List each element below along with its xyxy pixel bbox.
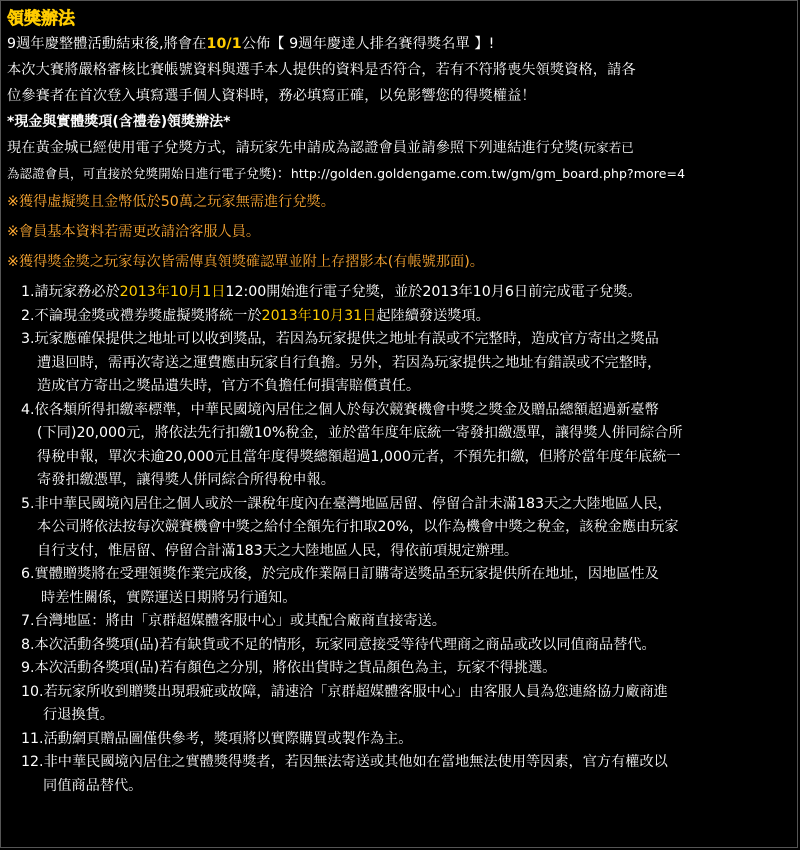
- list-item: [21, 563, 793, 610]
- redeem-line-2: [7, 161, 793, 187]
- item-text: 遭退回時，需再次寄送之運費應由玩家自行負擔。另外，若因為玩家提供之地址有錯誤或不完整時，: [37, 354, 662, 371]
- section-subheading: *現金與實體獎項(含禮卷)領獎辦法*: [7, 114, 231, 130]
- redeem-link[interactable]: http://golden.goldengame.com.tw/gm/gm_board.php?more=4: [290, 166, 686, 181]
- list-item: [21, 281, 793, 305]
- list-item: [21, 328, 793, 399]
- intro-line-1: [7, 31, 793, 57]
- item-text: 1.請玩家務必於: [21, 284, 120, 300]
- item-text: 4.依各類所得扣繳率標準，中華民國境內居住之個人於每次競賽機會中獎之獎金及贈品總額超過新臺幣: [21, 401, 659, 418]
- item-text: 造成官方寄出之獎品遺失時，官方不負擔任何損害賠償責任。: [37, 378, 421, 394]
- intro-text-2: 公佈【 9週年慶達人排名賽得獎名單 】!: [241, 36, 495, 52]
- item-text: 本公司將依法按每次競賽機會中獎之給付全額先行扣取20%，以作為機會中獎之稅金，該稅金應由玩家: [37, 519, 679, 535]
- item-text: 起陸續發送獎項。: [376, 307, 490, 324]
- intro-text: 9週年慶整體活動結束後,將會在: [7, 36, 207, 52]
- notice-1: ※獲得虛擬獎且金幣低於50萬之玩家無需進行兌獎。: [7, 194, 335, 210]
- item-text: 5.非中華民國境內居住之個人或於一課稅年度內在臺灣地區居留、停留合計未滿183天之大陸地區人民，: [21, 495, 672, 512]
- item-text: 自行支付，惟居留、停留合計滿183天之大陸地區人民，得依前項規定辦理。: [37, 542, 519, 559]
- redeem-line-1: [7, 135, 793, 161]
- redeem-note: (玩家若已: [578, 140, 634, 155]
- intro-line-2: 本次大賽將嚴格審核比賽帳號資料與選手本人提供的資料是否符合，若有不符將喪失領獎資格，請各: [7, 62, 636, 78]
- rules-list: [7, 281, 793, 798]
- item-date: 2013年10月31日: [261, 307, 377, 324]
- item-text: 6.實體贈獎將在受理領獎作業完成後，於完成作業隔日訂購寄送獎品至玩家提供所在地址，因地區性及: [21, 566, 659, 582]
- item-text: 2.不論現金獎或禮券獎虛擬獎將統一於: [21, 307, 262, 324]
- item-text: 3.玩家應確保提供之地址可以收到獎品，若因為玩家提供之地址有誤或不完整時，造成官方寄出之獎品: [21, 331, 659, 347]
- notice-3: ※獲得獎金獎之玩家每次皆需傳真領獎確認單並附上存摺影本(有帳號那面)。: [7, 254, 484, 270]
- item-text: 得稅申報，單次未逾20,000元且當年度得獎總額超過1,000元者，不預先扣繳，但將於當年度年底統一: [37, 448, 681, 465]
- announce-date: 10/1: [206, 36, 242, 52]
- redeem-text: 現在黃金城已經使用電子兌獎方式，請玩家先申請成為認證會員並請參照下列連結進行兌獎: [7, 140, 579, 156]
- list-item: 11.活動網頁贈品圖僅供參考，獎項將以實際購買或製作為主。: [21, 730, 413, 747]
- list-item: 8.本次活動各獎項(品)若有缺貨或不足的情形，玩家同意接受等待代理商之商品或改以同值商品替代。: [21, 636, 656, 653]
- item-text: 寄發扣繳憑單，讓得獎人併同綜合所得稅申報。: [37, 472, 335, 488]
- list-item: [21, 493, 793, 564]
- list-item: [21, 751, 793, 798]
- list-item: 7.台灣地區：將由「京群超媒體客服中心」或其配合廠商直接寄送。: [21, 613, 446, 629]
- item-text: 12:00開始進行電子兌獎，並於2013年10月6日前完成電子兌獎。: [225, 284, 642, 300]
- item-text: (下同)20,000元，將依法先行扣繳10%稅金，並於當年度年底統一寄發扣繳憑單，讓得獎人併同綜合所: [37, 425, 683, 441]
- item-text: 同值商品替代。: [43, 777, 143, 794]
- list-item: 9.本次活動各獎項(品)若有顏色之分別，將依出貨時之貨品顏色為主，玩家不得挑選。: [21, 660, 557, 676]
- item-text: 行退換貨。: [43, 707, 114, 723]
- redeem-colon: ：: [276, 166, 291, 182]
- notice-2: ※會員基本資料若需更改請洽客服人員。: [7, 224, 261, 240]
- redeem-note-2: 為認證會員，可直接於兌獎開始日進行電子兌獎): [7, 166, 277, 181]
- list-item: [21, 305, 793, 329]
- item-date: 2013年10月1日: [119, 284, 226, 300]
- list-item: [21, 399, 793, 493]
- item-text: 10.若玩家所收到贈獎出現瑕疵或故障，請速洽「京群超媒體客服中心」由客服人員為您連絡協力廠商進: [21, 683, 668, 700]
- page-title: 領獎辦法: [7, 9, 75, 29]
- item-text: 時差性關係，實際運送日期將另行通知。: [41, 589, 297, 606]
- intro-line-3: 位參賽者在首次登入填寫選手個人資料時，務必填寫正確，以免影響您的得獎權益！: [7, 88, 536, 104]
- list-item: [21, 681, 793, 728]
- item-text: 12.非中華民國境內居住之實體獎得獎者，若因無法寄送或其他如在當地無法使用等因素，官方有權改以: [21, 754, 668, 770]
